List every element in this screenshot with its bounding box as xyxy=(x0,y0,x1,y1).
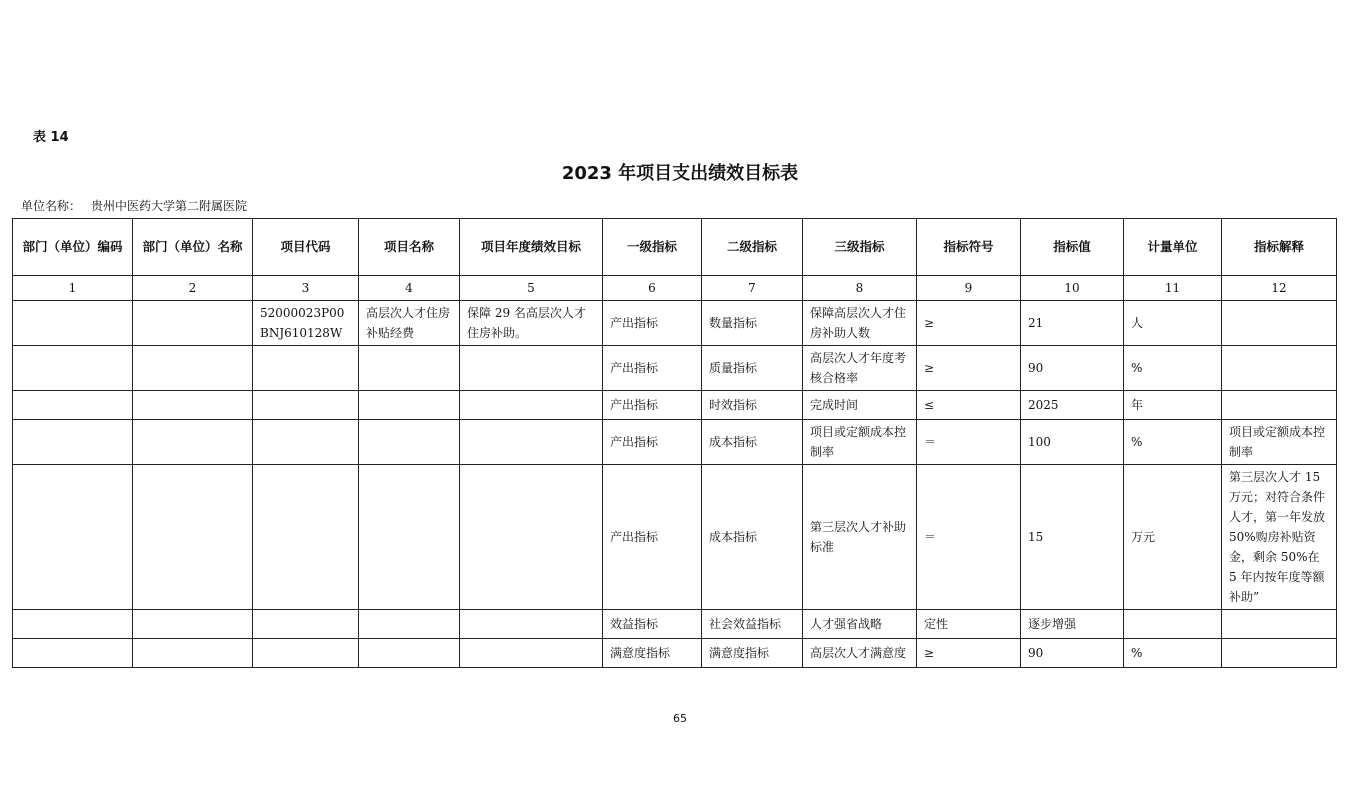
table-row xyxy=(13,346,1337,391)
table-label: 表 14 xyxy=(33,130,69,145)
table-cell: 逐步增强 xyxy=(1021,610,1124,639)
table-cell xyxy=(1124,610,1222,639)
unit-name-label: 单位名称： xyxy=(21,199,82,213)
table-cell xyxy=(253,420,359,465)
header-cell: 一级指标 xyxy=(603,219,702,276)
table-cell xyxy=(13,465,133,610)
table-cell xyxy=(460,420,603,465)
table-cell xyxy=(460,391,603,420)
column-number-cell: 1 xyxy=(13,276,133,301)
table-cell xyxy=(13,301,133,346)
header-cell: 三级指标 xyxy=(803,219,917,276)
table-cell xyxy=(359,465,460,610)
table-cell: % xyxy=(1124,639,1222,668)
table-cell: 人才强省战略 xyxy=(803,610,917,639)
header-cell: 指标解释 xyxy=(1222,219,1337,276)
table-cell: 高层次人才满意度 xyxy=(803,639,917,668)
column-number-cell: 12 xyxy=(1222,276,1337,301)
table-cell: 产出指标 xyxy=(603,465,702,610)
table-cell xyxy=(460,465,603,610)
table-cell: 产出指标 xyxy=(603,420,702,465)
table-cell xyxy=(133,610,253,639)
page-number: 65 xyxy=(673,712,687,725)
table-cell: 90 xyxy=(1021,346,1124,391)
table-cell: 第三层次人才补助标准 xyxy=(803,465,917,610)
column-number-cell: 6 xyxy=(603,276,702,301)
column-number-cell: 10 xyxy=(1021,276,1124,301)
table-cell: 万元 xyxy=(1124,465,1222,610)
table-cell xyxy=(13,610,133,639)
header-cell: 指标值 xyxy=(1021,219,1124,276)
table-cell: 第三层次人才 15 万元；对符合条件人才，第一年发放 50%购房补贴资金，剩余 50%在 5 年内按年度等额补助” xyxy=(1222,465,1337,610)
table-row xyxy=(13,420,1337,465)
table-cell: 52000023P00BNJ610128W xyxy=(253,301,359,346)
table-row xyxy=(13,610,1337,639)
table-row xyxy=(13,391,1337,420)
table-cell xyxy=(13,391,133,420)
table-cell: ＝ xyxy=(917,465,1021,610)
table-cell: 产出指标 xyxy=(603,391,702,420)
table-cell xyxy=(13,639,133,668)
table-cell: 保障高层次人才住房补助人数 xyxy=(803,301,917,346)
table-cell xyxy=(133,420,253,465)
table-row xyxy=(13,301,1337,346)
column-number-cell: 11 xyxy=(1124,276,1222,301)
table-cell: 成本指标 xyxy=(702,465,803,610)
unit-name-line xyxy=(21,197,257,214)
column-number-cell: 9 xyxy=(917,276,1021,301)
table-cell: 高层次人才年度考核合格率 xyxy=(803,346,917,391)
table-cell: 成本指标 xyxy=(702,420,803,465)
table-cell xyxy=(253,346,359,391)
table-cell: 高层次人才住房补贴经费 xyxy=(359,301,460,346)
table-cell xyxy=(359,346,460,391)
table-cell: ≤ xyxy=(917,391,1021,420)
table-cell: 效益指标 xyxy=(603,610,702,639)
performance-target-table xyxy=(12,218,1337,668)
table-cell xyxy=(359,639,460,668)
header-cell: 计量单位 xyxy=(1124,219,1222,276)
header-cell: 项目名称 xyxy=(359,219,460,276)
table-cell xyxy=(359,610,460,639)
column-number-cell: 5 xyxy=(460,276,603,301)
table-cell xyxy=(1222,301,1337,346)
table-cell: ≥ xyxy=(917,301,1021,346)
table-cell xyxy=(1222,610,1337,639)
table-cell: 产出指标 xyxy=(603,301,702,346)
unit-name-value: 贵州中医药大学第二附属医院 xyxy=(91,199,248,213)
table-cell xyxy=(133,301,253,346)
table-cell xyxy=(1222,391,1337,420)
table-cell xyxy=(460,610,603,639)
table-cell: ＝ xyxy=(917,420,1021,465)
table-row xyxy=(13,465,1337,610)
table-cell: 人 xyxy=(1124,301,1222,346)
column-number-cell: 4 xyxy=(359,276,460,301)
table-cell: 100 xyxy=(1021,420,1124,465)
table-cell xyxy=(13,420,133,465)
table-cell: 定性 xyxy=(917,610,1021,639)
table-cell: 21 xyxy=(1021,301,1124,346)
table-cell: 年 xyxy=(1124,391,1222,420)
table-cell: ≥ xyxy=(917,346,1021,391)
table-cell xyxy=(133,639,253,668)
table-cell: % xyxy=(1124,420,1222,465)
table-cell: 90 xyxy=(1021,639,1124,668)
table-cell: 满意度指标 xyxy=(603,639,702,668)
column-number-cell: 3 xyxy=(253,276,359,301)
table-cell xyxy=(133,465,253,610)
table-cell xyxy=(359,391,460,420)
page-title: 2023 年项目支出绩效目标表 xyxy=(561,163,799,184)
header-cell: 指标符号 xyxy=(917,219,1021,276)
header-cell: 部门（单位）名称 xyxy=(133,219,253,276)
header-row xyxy=(13,219,1337,276)
table-cell xyxy=(253,465,359,610)
table-cell xyxy=(460,639,603,668)
header-cell: 二级指标 xyxy=(702,219,803,276)
header-cell: 项目年度绩效目标 xyxy=(460,219,603,276)
table-cell: 满意度指标 xyxy=(702,639,803,668)
column-number-cell: 7 xyxy=(702,276,803,301)
header-cell: 项目代码 xyxy=(253,219,359,276)
table-cell xyxy=(253,610,359,639)
table-cell xyxy=(133,346,253,391)
table-row xyxy=(13,639,1337,668)
column-number-cell: 8 xyxy=(803,276,917,301)
table-cell xyxy=(253,639,359,668)
table-cell xyxy=(13,346,133,391)
column-number-cell: 2 xyxy=(133,276,253,301)
table-cell: 完成时间 xyxy=(803,391,917,420)
header-cell: 部门（单位）编码 xyxy=(13,219,133,276)
table-cell xyxy=(359,420,460,465)
table-cell: 时效指标 xyxy=(702,391,803,420)
table-cell: % xyxy=(1124,346,1222,391)
table-cell xyxy=(460,346,603,391)
table-cell xyxy=(1222,346,1337,391)
table-cell: 社会效益指标 xyxy=(702,610,803,639)
table-cell: 2025 xyxy=(1021,391,1124,420)
table-cell xyxy=(253,391,359,420)
table-cell xyxy=(1222,639,1337,668)
table-cell: 保障 29 名高层次人才住房补助。 xyxy=(460,301,603,346)
table-cell: 项目或定额成本控制率 xyxy=(1222,420,1337,465)
table-cell: ≥ xyxy=(917,639,1021,668)
table-cell: 15 xyxy=(1021,465,1124,610)
table-cell: 质量指标 xyxy=(702,346,803,391)
table-cell: 数量指标 xyxy=(702,301,803,346)
table-cell: 产出指标 xyxy=(603,346,702,391)
table-cell: 项目或定额成本控制率 xyxy=(803,420,917,465)
table-cell xyxy=(133,391,253,420)
column-number-row xyxy=(13,276,1337,301)
